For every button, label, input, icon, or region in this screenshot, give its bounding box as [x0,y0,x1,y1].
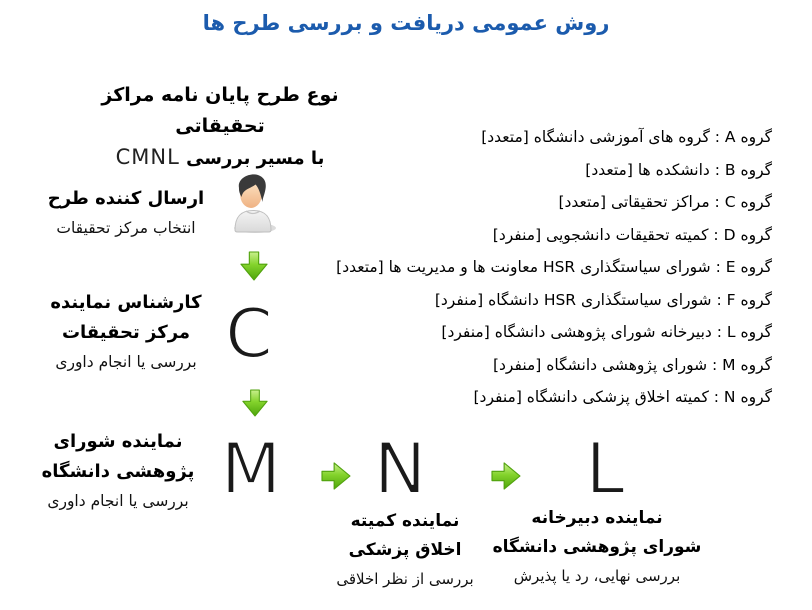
step-research-council-title1: نماینده شورای [53,431,183,452]
page-title: روش عمومی دریافت و بررسی طرح ها [202,11,610,35]
arrow-down-icon [240,251,268,281]
person-icon [228,172,278,234]
subtitle-line1: نوع طرح پایان نامه مراکز تحقیقاتی [101,84,339,137]
step-sender [20,184,232,243]
subtitle-line2-text: با مسیر بررسی [186,148,325,169]
route-code: CMNL [115,145,180,169]
group-item-e: گروه E : شورای سیاستگذاری HSR معاونت ها و مدیریت ها [متعدد] [336,258,772,276]
group-item-n: گروه N : کمیته اخلاق پزشکی دانشگاه [منفرد] [473,388,772,406]
letter-l-glyph: L [585,437,625,510]
label-secretariat [470,504,724,590]
step-center-expert-title1: کارشناس نماینده [50,292,202,313]
letter-n [372,437,428,512]
group-item-m: گروه M : شورای پژوهشی دانشگاه [منفرد] [492,355,772,374]
group-item-b: گروه B : دانشکده ها [متعدد] [585,160,772,179]
letter-c [217,301,281,373]
letter-n-glyph: N [373,437,427,510]
label-secretariat-title2: شورای پژوهشی دانشگاه [492,537,702,557]
arrow-down-icon [242,389,268,417]
diagram-subtitle [55,80,385,174]
letter-m [217,437,285,512]
arrow-right-icon [491,462,521,490]
group-item-a: گروه A : گروه های آموزشی دانشگاه [متعدد] [481,128,772,146]
group-list [336,121,772,414]
arrow-right-icon [321,462,351,490]
label-ethics-title1: نماینده کمیته [350,511,460,531]
step-sender-subtitle: انتخاب مرکز تحقیقات [56,219,196,237]
step-research-council [12,427,224,516]
step-center-expert [20,288,232,377]
letter-m-glyph: M [220,437,282,510]
subtitle-line2 [55,142,385,174]
letter-l [581,437,629,512]
group-item-l: گروه L : دبیرخانه شورای پژوهشی دانشگاه [منفرد] [441,323,772,341]
step-research-council-subtitle: بررسی یا انجام داوری [47,492,189,510]
label-ethics-title2: اخلاق پزشکی [348,540,462,560]
step-sender-title: ارسال کننده طرح [47,188,205,209]
group-item-c: گروه C : مراکز تحقیقاتی [متعدد] [558,193,772,211]
label-secretariat-subtitle: بررسی نهایی، رد یا پذیرش [513,567,681,585]
step-center-expert-subtitle: بررسی یا انجام داوری [55,353,197,371]
step-research-council-title2: پژوهشی دانشگاه [41,461,195,482]
letter-c-glyph: C [225,301,273,373]
group-item-f: گروه F : شورای سیاستگذاری HSR دانشگاه [منفرد] [434,290,772,309]
group-item-d: گروه D : کمیته تحقیقات دانشجویی [منفرد] [492,225,772,244]
step-center-expert-title2: مرکز تحقیقات [61,322,191,343]
label-ethics-subtitle: بررسی از نظر اخلاقی [336,570,474,588]
label-secretariat-title1: نماینده دبیرخانه [531,508,663,528]
